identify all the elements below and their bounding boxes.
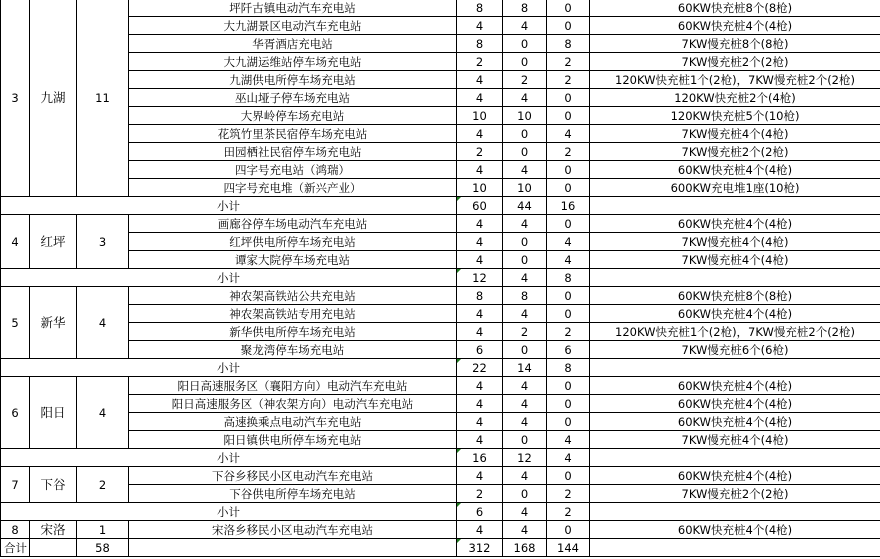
subtotal-empty	[590, 269, 880, 287]
subtotal-empty	[590, 197, 880, 215]
table-row	[1, 0, 880, 17]
pile-count: 4	[457, 431, 503, 449]
station-name: 新华供电所停车场充电站	[129, 323, 457, 341]
slow-count: 4	[547, 431, 590, 449]
pile-description: 7KW慢充桩4个(4枪)	[590, 431, 880, 449]
station-name: 大界岭停车场充电站	[129, 107, 457, 125]
table-body	[1, 0, 880, 557]
pile-count: 4	[457, 377, 503, 395]
pile-description: 7KW慢充桩8个(8枪)	[590, 35, 880, 53]
subtotal-empty	[590, 503, 880, 521]
subtotal-fast: 44	[503, 197, 547, 215]
pile-description: 60KW快充桩4个(4枪)	[590, 395, 880, 413]
fast-count: 2	[503, 323, 547, 341]
table-row	[1, 179, 880, 197]
subtotal-fast: 12	[503, 449, 547, 467]
fast-count: 0	[503, 125, 547, 143]
table-row	[1, 71, 880, 89]
station-name: 阳日高速服务区（襄阳方向）电动汽车充电站	[129, 377, 457, 395]
fast-count: 4	[503, 467, 547, 485]
subtotal-label: 小计	[1, 197, 457, 215]
table-row	[1, 53, 880, 71]
pile-count: 2	[457, 485, 503, 503]
table-row	[1, 89, 880, 107]
station-name: 巫山垭子停车场充电站	[129, 89, 457, 107]
table-row	[1, 287, 880, 305]
pile-count: 4	[457, 161, 503, 179]
table-row	[1, 521, 880, 539]
fast-count: 4	[503, 395, 547, 413]
fast-count: 4	[503, 17, 547, 35]
pile-description: 60KW快充桩4个(4枪)	[590, 17, 880, 35]
area-name: 九湖	[30, 0, 77, 197]
area-name: 宋洛	[30, 521, 77, 539]
pile-count: 4	[457, 467, 503, 485]
pile-description: 60KW快充桩4个(4枪)	[590, 161, 880, 179]
station-count: 2	[77, 467, 129, 503]
fast-count: 0	[503, 341, 547, 359]
slow-count: 2	[547, 323, 590, 341]
table-row	[1, 107, 880, 125]
pile-count: 4	[457, 125, 503, 143]
pile-count: 8	[457, 287, 503, 305]
slow-count: 4	[547, 125, 590, 143]
table-row	[1, 215, 880, 233]
table-row	[1, 161, 880, 179]
subtotal-slow: 8	[547, 269, 590, 287]
fast-count: 0	[503, 233, 547, 251]
subtotal-piles: 60	[457, 197, 503, 215]
fast-count: 0	[503, 251, 547, 269]
pile-description: 60KW快充桩4个(4枪)	[590, 413, 880, 431]
area-name: 下谷	[30, 467, 77, 503]
pile-count: 10	[457, 107, 503, 125]
pile-description: 7KW慢充桩2个(2枪)	[590, 143, 880, 161]
fast-count: 4	[503, 521, 547, 539]
fast-count: 4	[503, 215, 547, 233]
station-name: 阳日高速服务区（神农架方向）电动汽车充电站	[129, 395, 457, 413]
station-name: 下谷供电所停车场充电站	[129, 485, 457, 503]
subtotal-piles: 16	[457, 449, 503, 467]
subtotal-row	[1, 503, 880, 521]
slow-count: 0	[547, 395, 590, 413]
fast-count: 4	[503, 89, 547, 107]
pile-count: 4	[457, 17, 503, 35]
station-name: 高速换乘点电动汽车充电站	[129, 413, 457, 431]
pile-description: 7KW慢充桩4个(4枪)	[590, 125, 880, 143]
subtotal-piles: 22	[457, 359, 503, 377]
slow-count: 0	[547, 89, 590, 107]
station-count: 4	[77, 287, 129, 359]
pile-description: 7KW慢充桩2个(2枪)	[590, 485, 880, 503]
fast-count: 0	[503, 485, 547, 503]
slow-count: 2	[547, 71, 590, 89]
station-count: 11	[77, 0, 129, 197]
station-name: 九湖供电所停车场充电站	[129, 71, 457, 89]
subtotal-empty	[590, 359, 880, 377]
pile-description: 120KW快充桩1个(2枪)，7KW慢充桩2个(2枪)	[590, 71, 880, 89]
pile-count: 4	[457, 251, 503, 269]
slow-count: 0	[547, 17, 590, 35]
pile-description: 7KW慢充桩2个(2枪)	[590, 53, 880, 71]
fast-count: 10	[503, 179, 547, 197]
table-row	[1, 251, 880, 269]
table-row	[1, 431, 880, 449]
table-row	[1, 377, 880, 395]
station-count: 3	[77, 215, 129, 269]
slow-count: 0	[547, 215, 590, 233]
pile-count: 4	[457, 215, 503, 233]
pile-count: 2	[457, 143, 503, 161]
subtotal-slow: 4	[547, 449, 590, 467]
subtotal-empty	[590, 449, 880, 467]
fast-count: 0	[503, 53, 547, 71]
table-row	[1, 233, 880, 251]
station-count: 4	[77, 377, 129, 449]
table-row	[1, 17, 880, 35]
table-row	[1, 323, 880, 341]
station-name: 华胥酒店充电站	[129, 35, 457, 53]
pile-count: 4	[457, 89, 503, 107]
fast-count: 0	[503, 35, 547, 53]
station-name: 宋洛乡移民小区电动汽车充电站	[129, 521, 457, 539]
station-name: 四字号充电站（鸿瑞）	[129, 161, 457, 179]
pile-description: 60KW快充桩4个(4枪)	[590, 305, 880, 323]
subtotal-label: 小计	[1, 503, 457, 521]
station-name: 聚龙湾停车场充电站	[129, 341, 457, 359]
pile-count: 8	[457, 35, 503, 53]
pile-count: 4	[457, 233, 503, 251]
slow-count: 0	[547, 467, 590, 485]
fast-count: 0	[503, 143, 547, 161]
group-number: 3	[1, 0, 30, 197]
table-row	[1, 413, 880, 431]
total-piles: 312	[457, 539, 503, 557]
table-row	[1, 485, 880, 503]
total-empty	[30, 539, 77, 557]
table-row	[1, 395, 880, 413]
total-row	[1, 539, 880, 557]
station-name: 花筑竹里茶民宿停车场充电站	[129, 125, 457, 143]
slow-count: 4	[547, 233, 590, 251]
total-desc-empty	[590, 539, 880, 557]
pile-description: 60KW快充桩4个(4枪)	[590, 521, 880, 539]
slow-count: 0	[547, 413, 590, 431]
station-name: 神农架高铁站专用充电站	[129, 305, 457, 323]
station-name: 田园栖社民宿停车场充电站	[129, 143, 457, 161]
table-row	[1, 143, 880, 161]
table-row	[1, 341, 880, 359]
slow-count: 0	[547, 107, 590, 125]
pile-count: 4	[457, 395, 503, 413]
fast-count: 8	[503, 0, 547, 17]
subtotal-piles: 6	[457, 503, 503, 521]
pile-description: 7KW慢充桩6个(6枪)	[590, 341, 880, 359]
slow-count: 0	[547, 377, 590, 395]
slow-count: 0	[547, 521, 590, 539]
station-name: 神农架高铁站公共充电站	[129, 287, 457, 305]
pile-count: 4	[457, 71, 503, 89]
pile-description: 60KW快充桩4个(4枪)	[590, 377, 880, 395]
fast-count: 8	[503, 287, 547, 305]
slow-count: 6	[547, 341, 590, 359]
total-fast: 168	[503, 539, 547, 557]
group-number: 5	[1, 287, 30, 359]
subtotal-slow: 2	[547, 503, 590, 521]
pile-count: 2	[457, 53, 503, 71]
total-slow: 144	[547, 539, 590, 557]
pile-count: 4	[457, 323, 503, 341]
pile-count: 4	[457, 305, 503, 323]
subtotal-row	[1, 449, 880, 467]
subtotal-slow: 16	[547, 197, 590, 215]
pile-count: 6	[457, 341, 503, 359]
pile-description: 120KW快充桩5个(10枪)	[590, 107, 880, 125]
total-name-empty	[129, 539, 457, 557]
slow-count: 0	[547, 287, 590, 305]
station-name: 画廊谷停车场电动汽车充电站	[129, 215, 457, 233]
slow-count: 0	[547, 179, 590, 197]
pile-description: 7KW慢充桩4个(4枪)	[590, 233, 880, 251]
group-number: 7	[1, 467, 30, 503]
area-name: 红坪	[30, 215, 77, 269]
slow-count: 2	[547, 485, 590, 503]
pile-description: 120KW快充桩1个(2枪)，7KW慢充桩2个(2枪)	[590, 323, 880, 341]
slow-count: 2	[547, 143, 590, 161]
subtotal-label: 小计	[1, 269, 457, 287]
fast-count: 2	[503, 71, 547, 89]
subtotal-row	[1, 197, 880, 215]
total-label: 合计	[1, 539, 30, 557]
subtotal-row	[1, 269, 880, 287]
table-row	[1, 305, 880, 323]
subtotal-slow: 8	[547, 359, 590, 377]
fast-count: 10	[503, 107, 547, 125]
area-name: 阳日	[30, 377, 77, 449]
group-number: 4	[1, 215, 30, 269]
pile-count: 10	[457, 179, 503, 197]
pile-description: 7KW慢充桩4个(4枪)	[590, 251, 880, 269]
table-row	[1, 125, 880, 143]
subtotal-fast: 4	[503, 269, 547, 287]
station-name: 大九湖景区电动汽车充电站	[129, 17, 457, 35]
subtotal-label: 小计	[1, 359, 457, 377]
fast-count: 4	[503, 305, 547, 323]
pile-description: 60KW快充桩8个(8枪)	[590, 0, 880, 17]
pile-count: 4	[457, 413, 503, 431]
subtotal-fast: 14	[503, 359, 547, 377]
station-name: 谭家大院停车场充电站	[129, 251, 457, 269]
pile-count: 4	[457, 521, 503, 539]
subtotal-row	[1, 359, 880, 377]
subtotal-label: 小计	[1, 449, 457, 467]
group-number: 8	[1, 521, 30, 539]
station-name: 红坪供电所停车场充电站	[129, 233, 457, 251]
slow-count: 0	[547, 161, 590, 179]
pile-description: 600KW充电堆1座(10枪)	[590, 179, 880, 197]
pile-description: 60KW快充桩8个(8枪)	[590, 287, 880, 305]
pile-description: 60KW快充桩4个(4枪)	[590, 467, 880, 485]
total-count: 58	[77, 539, 129, 557]
slow-count: 0	[547, 0, 590, 17]
subtotal-fast: 4	[503, 503, 547, 521]
slow-count: 4	[547, 251, 590, 269]
station-name: 坪阡古镇电动汽车充电站	[129, 0, 457, 17]
slow-count: 2	[547, 53, 590, 71]
station-name: 阳日镇供电所停车场充电站	[129, 431, 457, 449]
table-row	[1, 467, 880, 485]
pile-description: 60KW快充桩4个(4枪)	[590, 215, 880, 233]
station-name: 大九湖运维站停车场充电站	[129, 53, 457, 71]
fast-count: 4	[503, 161, 547, 179]
station-name: 四字号充电堆（新兴产业）	[129, 179, 457, 197]
fast-count: 0	[503, 431, 547, 449]
group-number: 6	[1, 377, 30, 449]
area-name: 新华	[30, 287, 77, 359]
fast-count: 4	[503, 413, 547, 431]
subtotal-piles: 12	[457, 269, 503, 287]
slow-count: 8	[547, 35, 590, 53]
station-name: 下谷乡移民小区电动汽车充电站	[129, 467, 457, 485]
station-count: 1	[77, 521, 129, 539]
pile-description: 120KW快充桩2个(4枪)	[590, 89, 880, 107]
table-row	[1, 35, 880, 53]
fast-count: 4	[503, 377, 547, 395]
pile-count: 8	[457, 0, 503, 17]
slow-count: 0	[547, 305, 590, 323]
